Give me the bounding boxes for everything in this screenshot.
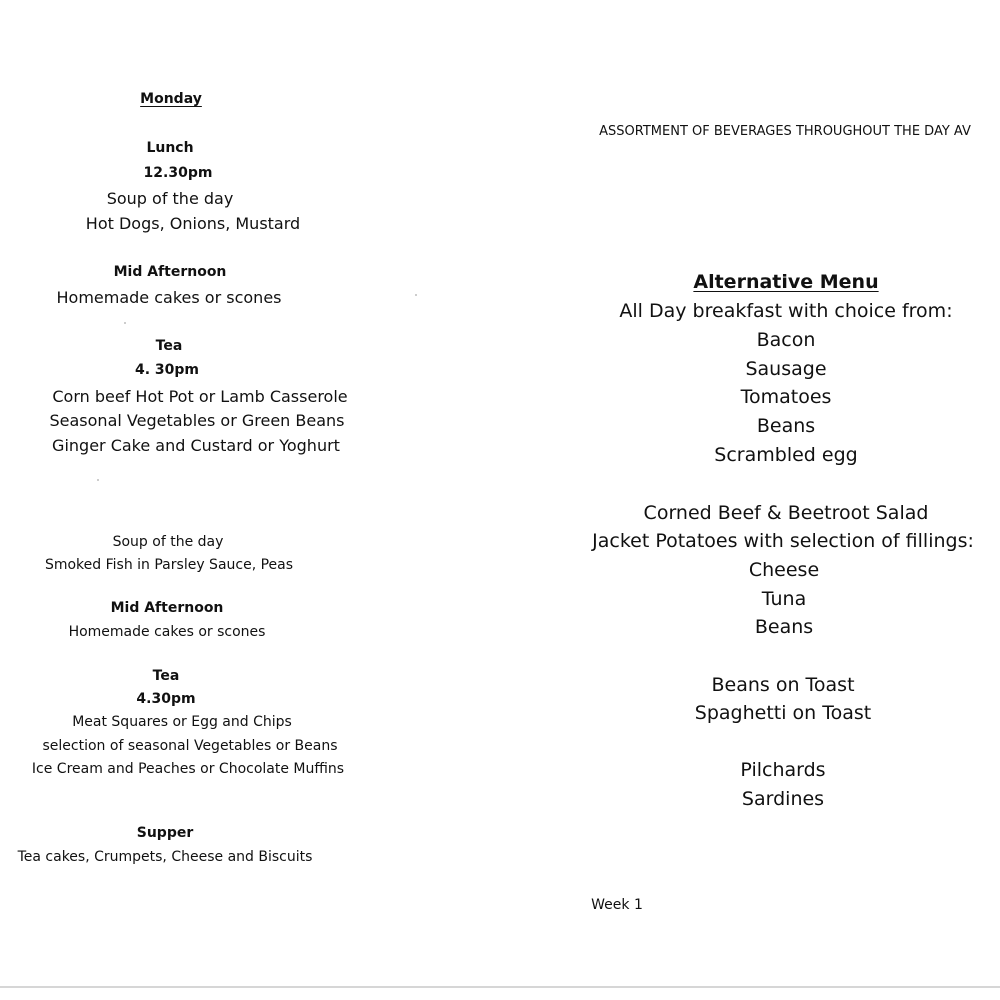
beverages-note: ASSORTMENT OF BEVERAGES THROUGHOUT THE DAY AV <box>599 124 971 139</box>
alternative-menu-heading: Alternative Menu <box>693 271 879 293</box>
alternative-menu-line: Beans on Toast <box>711 674 855 696</box>
lunch-heading: Lunch <box>146 140 194 156</box>
tea-item: Seasonal Vegetables or Green Beans <box>49 411 345 430</box>
alternative-menu-line: Jacket Potatoes with selection of fillings: <box>592 530 974 552</box>
tea-item: Ice Cream and Peaches or Chocolate Muffins <box>31 761 345 777</box>
scan-speck <box>415 294 417 296</box>
second-menu-item: Smoked Fish in Parsley Sauce, Peas <box>44 557 294 573</box>
alternative-menu-line: Pilchards <box>740 759 826 781</box>
alternative-menu-line: Sardines <box>741 788 825 810</box>
mid-afternoon-heading: Mid Afternoon <box>113 264 227 280</box>
tea-time: 4. 30pm <box>134 362 200 378</box>
tea-heading: Tea <box>155 338 183 354</box>
second-menu-item: Soup of the day <box>112 534 224 550</box>
tea-item: Ginger Cake and Custard or Yoghurt <box>52 436 340 455</box>
tea-item: Meat Squares or Egg and Chips <box>72 714 292 730</box>
alternative-menu-line: Cheese <box>748 559 820 581</box>
alternative-menu-line: All Day breakfast with choice from: <box>619 300 953 322</box>
lunch-item: Hot Dogs, Onions, Mustard <box>85 214 301 233</box>
alternative-menu-line: Tuna <box>761 588 807 610</box>
day-heading: Monday <box>140 91 202 107</box>
tea-heading: Tea <box>152 668 180 684</box>
alternative-menu-line: Beans <box>754 616 814 638</box>
page-bottom-edge <box>0 986 1000 988</box>
mid-afternoon-heading: Mid Afternoon <box>110 600 224 616</box>
supper-item: Tea cakes, Crumpets, Cheese and Biscuits <box>17 849 313 865</box>
alternative-menu-line: Scrambled egg <box>714 444 858 466</box>
tea-item: Corn beef Hot Pot or Lamb Casserole <box>52 387 348 406</box>
tea-item: selection of seasonal Vegetables or Beans <box>42 738 338 754</box>
alternative-menu-line: Spaghetti on Toast <box>694 702 872 724</box>
lunch-item: Soup of the day <box>106 189 234 208</box>
alternative-menu-line: Corned Beef & Beetroot Salad <box>643 502 929 524</box>
scan-speck <box>97 479 99 481</box>
alternative-menu-line: Tomatoes <box>740 386 832 408</box>
supper-heading: Supper <box>136 825 194 841</box>
lunch-time: 12.30pm <box>143 165 213 181</box>
tea-time: 4.30pm <box>136 691 196 707</box>
mid-afternoon-item: Homemade cakes or scones <box>56 288 282 307</box>
alternative-menu-line: Beans <box>756 415 816 437</box>
week-label: Week 1 <box>591 897 643 913</box>
alternative-menu-line: Sausage <box>745 358 827 380</box>
mid-afternoon-item: Homemade cakes or scones <box>68 624 266 640</box>
scan-speck <box>124 322 126 324</box>
alternative-menu-line: Bacon <box>756 329 816 351</box>
